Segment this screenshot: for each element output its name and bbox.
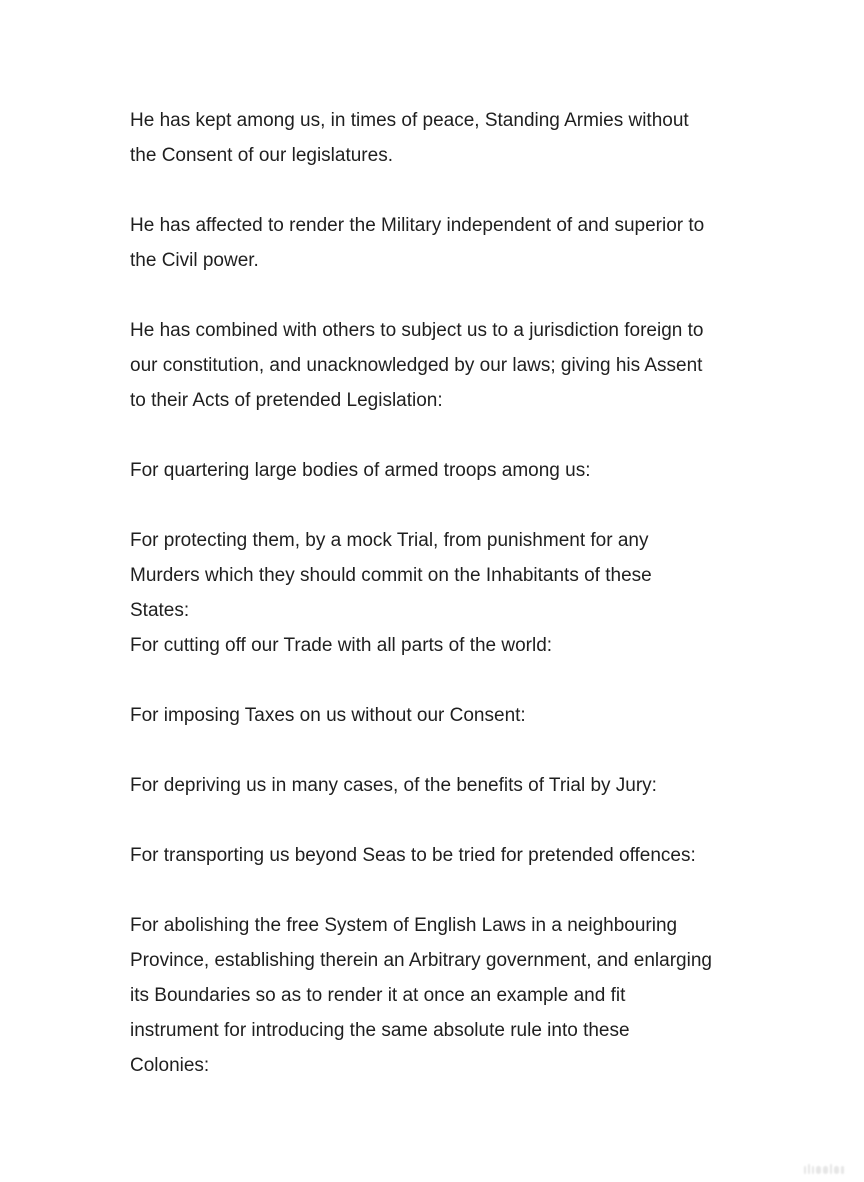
watermark-mark <box>803 1163 845 1176</box>
paragraph-mock-trial: For protecting them, by a mock Trial, from punishment for any Murders which they should commit on the Inhabitants of these States: <box>130 530 652 621</box>
paragraph-standing-armies: He has kept among us, in times of peace, Standing Armies without the Consent of our legislatures. <box>130 110 689 166</box>
paragraph-cutting-off-trade: For cutting off our Trade with all parts of the world: <box>130 635 553 656</box>
paragraph-abolishing-english-laws: For abolishing the free System of English Laws in a neighbouring Province, establishing therein an Arbitrary government, and enlarging its Boundaries so as to render it at once an example and fit instrument for introducing the same absolute rule into these Colonies: <box>130 915 712 1076</box>
watermark <box>803 1163 845 1176</box>
document-text-column <box>130 0 712 1118</box>
paragraph-imposing-taxes: For imposing Taxes on us without our Consent: <box>130 705 526 726</box>
paragraph-quartering-troops: For quartering large bodies of armed troops among us: <box>130 460 591 481</box>
paragraph-foreign-jurisdiction: He has combined with others to subject us to a jurisdiction foreign to our constitution, and unacknowledged by our laws; giving his Assent to their Acts of pretended Legislation: <box>130 320 704 411</box>
paragraph-military-independent: He has affected to render the Military independent of and superior to the Civil power. <box>130 215 705 271</box>
paragraph-transporting-beyond-seas: For transporting us beyond Seas to be tried for pretended offences: <box>130 845 696 866</box>
paragraph-trial-by-jury: For depriving us in many cases, of the benefits of Trial by Jury: <box>130 775 657 796</box>
